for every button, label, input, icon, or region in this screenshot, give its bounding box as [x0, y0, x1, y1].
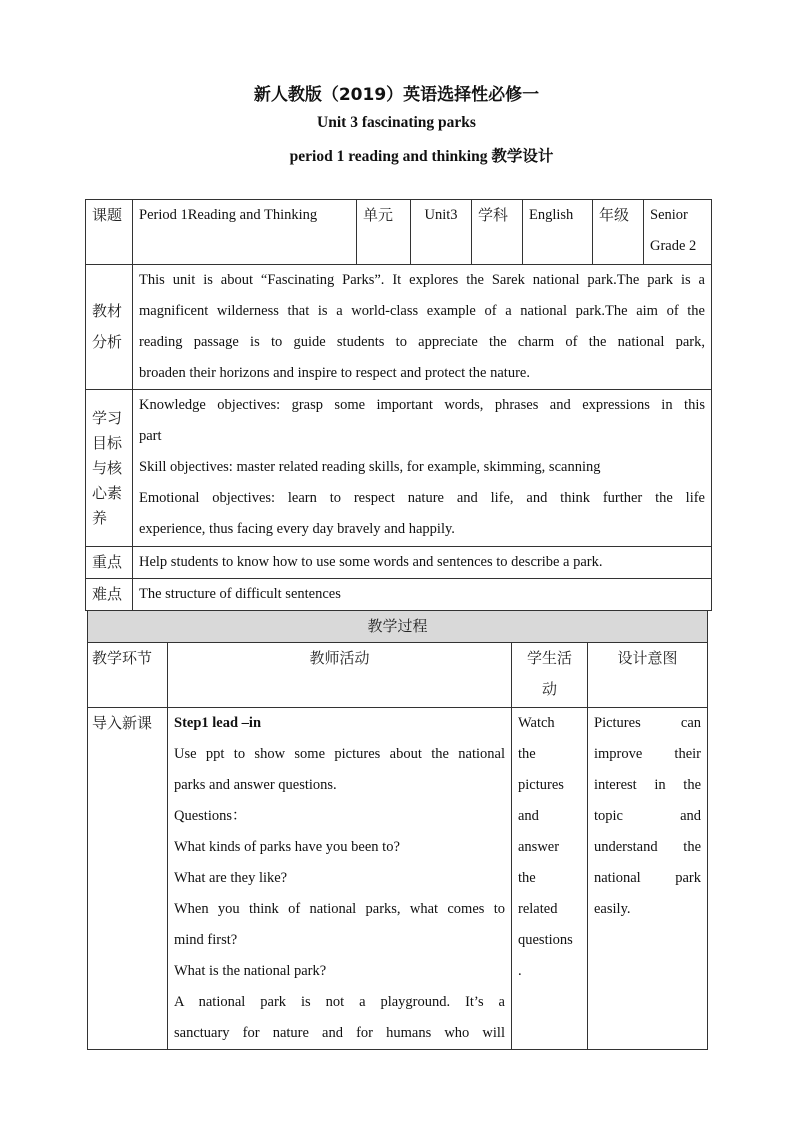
objectives-label: [86, 390, 133, 547]
text-line: experience, thus facing every day bravely and happily.: [139, 521, 455, 537]
text-line: national park: [594, 870, 702, 886]
text-line: What is the national park?: [174, 963, 327, 979]
grade-label: 年级: [593, 200, 644, 265]
unit-label: 单元: [357, 200, 411, 265]
text-line: improve their: [594, 746, 702, 762]
label-line: 养: [92, 509, 108, 527]
objectives-text: [133, 390, 712, 547]
text-line: Emotional objectives: learn to respect nature and life, and think further the life: [139, 490, 705, 506]
doc-subtitle-2: period 1 reading and thinking 教学设计: [289, 148, 554, 165]
step-title: Step1 lead –in: [174, 715, 262, 731]
info-row-topic: [86, 200, 712, 265]
difficulty-label: 难点: [86, 579, 133, 611]
key-label: 重点: [86, 547, 133, 579]
text-line: easily.: [594, 901, 631, 917]
text-line: answer: [518, 839, 560, 855]
doc-title: 新人教版（2019）英语选择性必修一: [253, 85, 540, 105]
info-row-key: [86, 547, 712, 579]
label-line: 心素: [92, 484, 123, 502]
text-line: mind first?: [174, 932, 238, 948]
text-line: broaden their horizons and inspire to respect and protect the nature.: [139, 365, 530, 381]
text-line: questions: [518, 932, 573, 948]
process-table: [87, 610, 708, 1050]
text-line: and: [518, 808, 539, 824]
unit-value: Unit3: [411, 200, 472, 265]
text-line: What kinds of parks have you been to?: [174, 839, 400, 855]
process-column-headers: [88, 643, 708, 708]
student-cell: [512, 708, 588, 1050]
text-line: interest in the: [594, 777, 702, 793]
analysis-label: [86, 265, 133, 390]
info-table: [85, 199, 712, 611]
header-line: 动: [541, 680, 557, 698]
doc-subtitle: Unit 3 fascinating parks: [317, 114, 476, 131]
difficulty-value: The structure of difficult sentences: [133, 579, 712, 611]
text-line: Pictures can: [594, 715, 702, 731]
text-line: This unit is about “Fascinating Parks”. It explores the Sarek national park.The park is a: [139, 272, 705, 288]
text-line: .: [518, 963, 522, 979]
col-stage: 教学环节: [88, 643, 168, 708]
text-line: pictures: [518, 777, 564, 793]
header-line: 学生活: [526, 649, 572, 667]
subject-value: English: [523, 200, 593, 265]
label-line: 学习: [92, 409, 123, 427]
text-line: the: [518, 746, 536, 762]
col-student: [512, 643, 588, 708]
intent-cell: [588, 708, 708, 1050]
text-line: parks and answer questions.: [174, 777, 337, 793]
grade-value: [644, 200, 712, 265]
text-line: A national park is not a playground. It’s a: [174, 994, 505, 1010]
text-line: When you think of national parks, what comes to: [174, 901, 505, 917]
label-line: 目标: [92, 434, 123, 452]
label-line: 分析: [92, 333, 123, 351]
subject-label: 学科: [472, 200, 523, 265]
text-line: part: [139, 428, 162, 444]
info-row-analysis: [86, 265, 712, 390]
text-line: Use ppt to show some pictures about the national: [174, 746, 505, 762]
info-row-objectives: [86, 390, 712, 547]
text-line: What are they like?: [174, 870, 288, 886]
process-header: 教学过程: [88, 611, 708, 643]
label-line: 与核: [92, 459, 123, 477]
grade-line: Senior: [650, 207, 688, 223]
text-line: sanctuary for nature and for humans who will: [174, 1025, 505, 1041]
info-row-difficulty: [86, 579, 712, 611]
key-value: Help students to know how to use some words and sentences to describe a park.: [133, 547, 712, 579]
text-line: Questions：: [174, 808, 247, 824]
col-teacher: 教师活动: [168, 643, 512, 708]
text-line: topic and: [594, 808, 702, 824]
teacher-cell: [168, 708, 512, 1050]
grade-line: Grade 2: [650, 238, 697, 254]
text-line: magnificent wilderness that is a world-class example of a national park.The aim of the: [139, 303, 705, 319]
text-line: the: [518, 870, 536, 886]
text-line: reading passage is to guide students to appreciate the charm of the national park,: [139, 334, 705, 350]
text-line: understand the: [594, 839, 702, 855]
label-line: 教材: [92, 302, 123, 320]
topic-value: Period 1Reading and Thinking: [133, 200, 357, 265]
col-intent: 设计意图: [588, 643, 708, 708]
text-line: Knowledge objectives: grasp some important words, phrases and expressions in this: [139, 397, 705, 413]
stage-cell: 导入新课: [88, 708, 168, 1050]
text-line: related: [518, 901, 558, 917]
text-line: Watch: [518, 715, 555, 731]
analysis-text: [133, 265, 712, 390]
text-line: Skill objectives: master related reading skills, for example, skimming, scanning: [139, 459, 601, 475]
topic-label: 课题: [86, 200, 133, 265]
table-row: [88, 708, 708, 1050]
